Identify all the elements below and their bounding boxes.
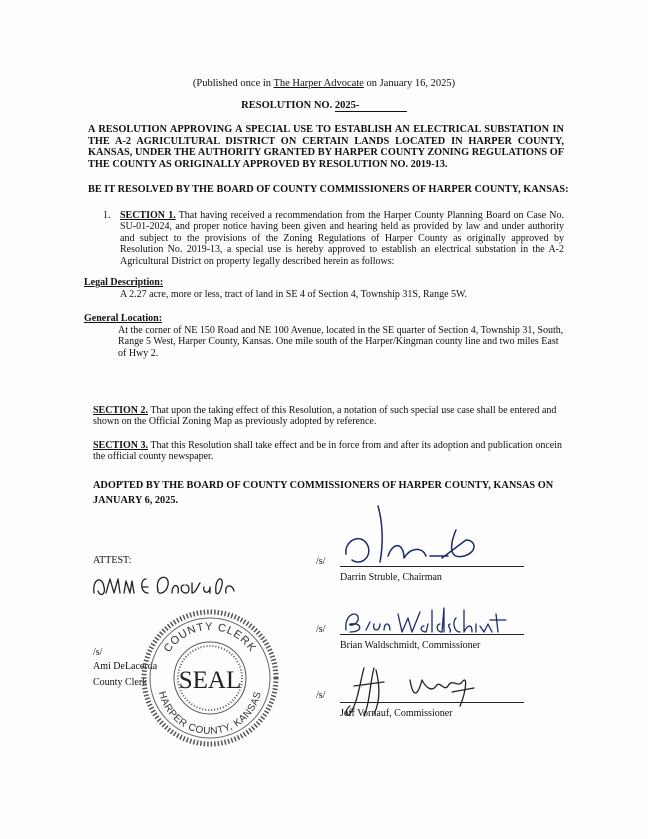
chairman-signature-line [340, 566, 524, 567]
chairman-slash-s: /s/ [316, 556, 326, 567]
section1 [120, 210, 564, 267]
clerk-title: County Clerk [93, 677, 148, 688]
be-it-resolved: BE IT RESOLVED BY THE BOARD OF COUNTY COMMISSIONERS OF HARPER COUNTY, KANSAS: [88, 184, 569, 195]
legal-description-heading: Legal Description: [84, 277, 164, 288]
resolution-number-value: 2025- [335, 100, 407, 112]
svg-text:COUNTY CLERK [162, 621, 259, 655]
section2-text: That upon the taking effect of this Resolution, a notation of such special use case shall be entered and shown on the Official Zoning Map as previously adopted by reference. [93, 405, 557, 428]
clerk-name: Ami DeLacerda [93, 661, 158, 672]
legal-description-text: A 2.27 acre, more or less, tract of land in SE 4 of Section 4, Township 31S, Range 5W. [120, 289, 468, 300]
commissioner2-slash-s: /s/ [316, 690, 326, 701]
resolution-title: A RESOLUTION APPROVING A SPECIAL USE TO ESTABLISH AN ELECTRICAL SUBSTATION IN THE A-2 AGRICULTURAL DISTRICT ON CERTAIN LANDS LOCATED IN HARPER COUNTY, KANSAS, UNDER THE AUTHORITY GRANTED BY HARPER COUNTY ZONING REGULATIONS OF THE COUNTY AS ORIGINALLY APPROVED BY RESOLUTION NO. 2019-13. [88, 124, 564, 170]
commissioner1-signature-line [340, 634, 524, 635]
chairman-name: Darrin Struble, Chairman [340, 572, 442, 583]
resolution-label: RESOLUTION NO. [241, 100, 335, 111]
chairman-signature [338, 500, 488, 572]
seal-top-text: COUNTY CLERK [161, 620, 259, 655]
general-location-text: At the corner of NE 150 Road and NE 100 Avenue, located in the SE quarter of Section 4, Township 31, South, Range 5 West, Harper County, Kansas. One mile south of the Harper/Kingman county line and two miles East of Hwy 2. [118, 325, 564, 359]
commissioner2-signature-line [340, 702, 524, 703]
publication-prefix: (Published once in [192, 78, 274, 89]
section3 [93, 440, 565, 463]
section1-heading: SECTION 1. [120, 210, 176, 221]
section1-number: 1. [103, 210, 111, 221]
adoption-statement: ADOPTED BY THE BOARD OF COUNTY COMMISSIONERS OF HARPER COUNTY, KANSAS ON JANUARY 6, 2025. [93, 480, 554, 506]
commissioner1-name: Brian Waldschmidt, Commissioner [340, 640, 481, 651]
clerk-slash-s: /s/ [93, 647, 103, 658]
resolution-number [0, 100, 648, 112]
section3-heading: SECTION 3. [93, 440, 149, 451]
publication-notice [0, 78, 648, 89]
section3-text: That this Resolution shall take effect and be in force from and after its adoption and publication oncein the official county newspaper. [93, 440, 562, 463]
seal-center-text: SEAL [178, 667, 242, 694]
publication-paper: The Harper Advocate [273, 78, 364, 89]
commissioner1-slash-s: /s/ [316, 624, 326, 635]
clerk-signature [88, 565, 240, 605]
general-location-heading: General Location: [84, 313, 163, 324]
section2 [93, 405, 565, 428]
publication-suffix: on January 16, 2025) [363, 78, 456, 89]
commissioner2-name: Jeff Vornauf, Commissioner [340, 708, 453, 719]
attest-label: ATTEST: [93, 555, 132, 566]
section1-text: That having received a recommendation from the Harper County Planning Board on Case No. SU-01-2024, and proper notice having been given and hearing held as provided by law and under authority and subject to the provisions of the Zoning Regulations of Harper County as originally approved by Resolution No. 2019-13, a special use is hereby approved to establish an electrical substation in the A-2 Agricultural District on property legally described herein as follows: [120, 210, 565, 267]
county-seal [140, 608, 280, 748]
section2-heading: SECTION 2. [93, 405, 149, 416]
seal-bottom-text: HARPER COUNTY, KANSAS [156, 690, 264, 738]
